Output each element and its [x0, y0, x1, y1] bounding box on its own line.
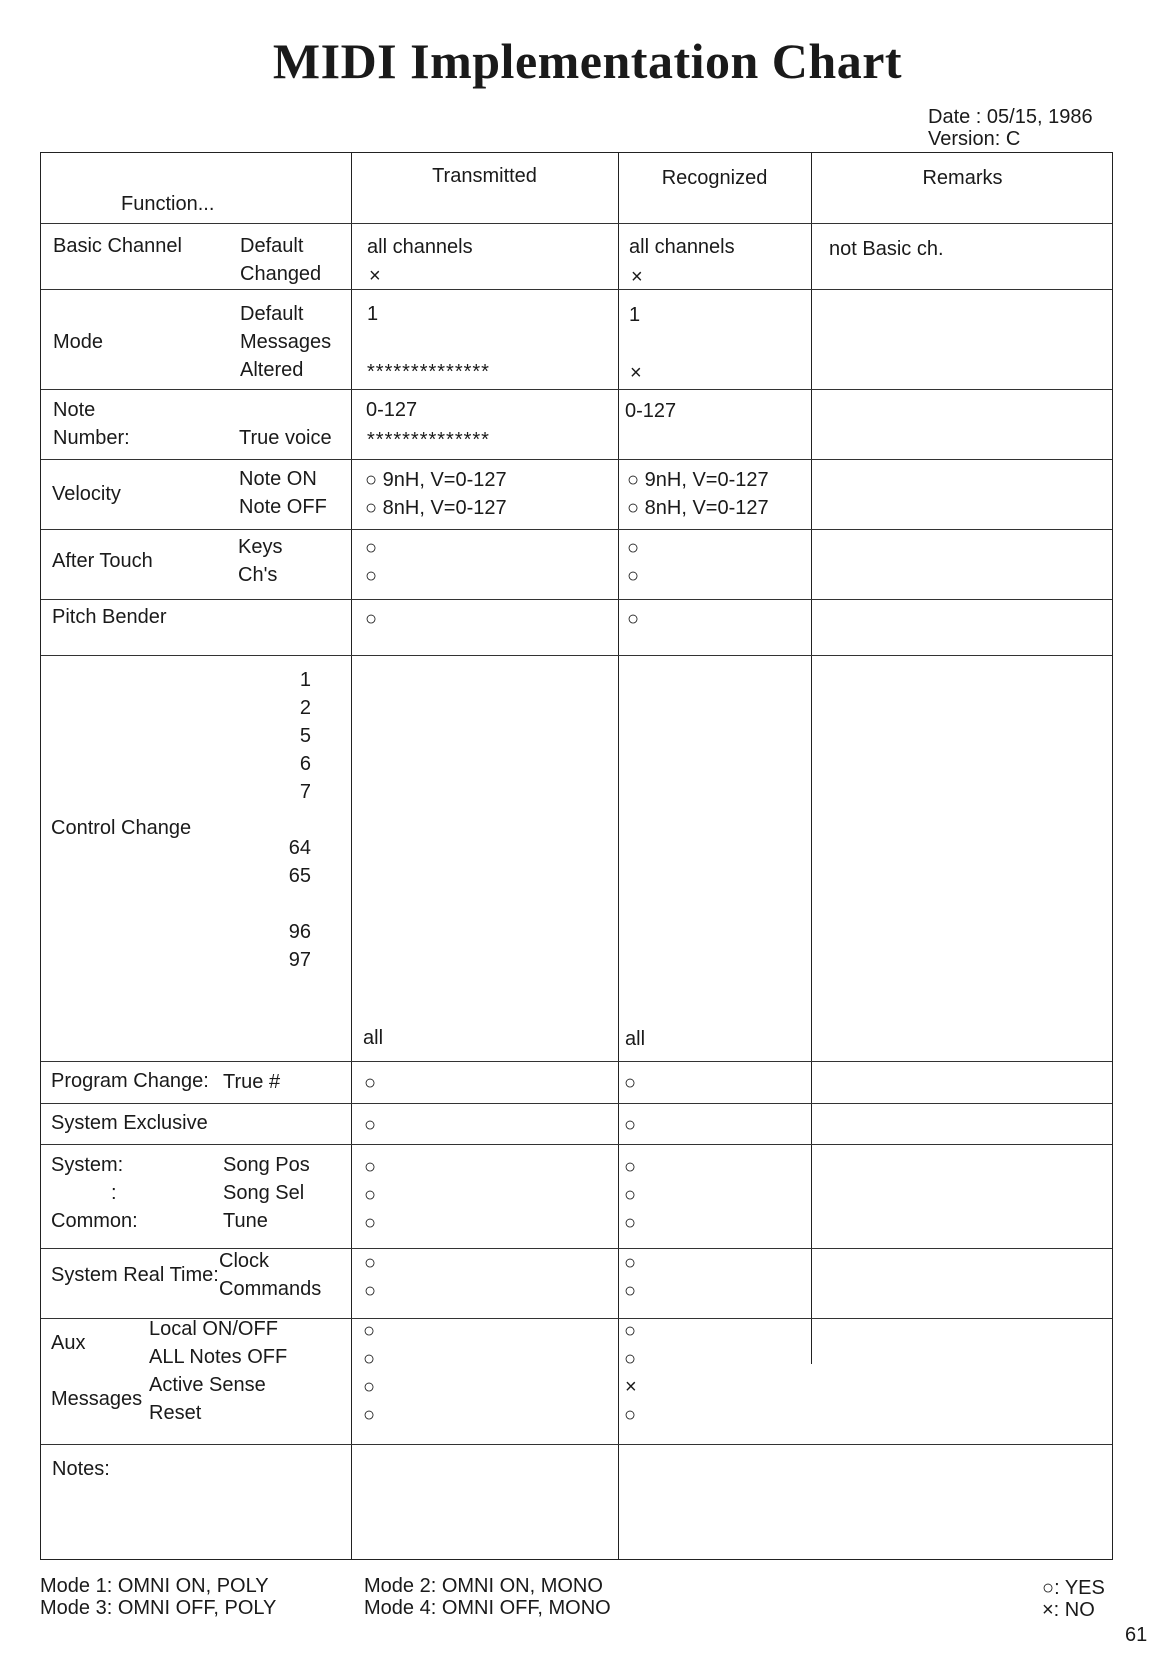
- system-real-time-tx: ○: [364, 1280, 377, 1302]
- date-label: Date : 05/15, 1986: [928, 106, 1093, 128]
- system-common-song-pos: Song Pos: [223, 1154, 310, 1176]
- pitch-bender-label: Pitch Bender: [52, 606, 167, 628]
- basic-channel-rx-default: all channels: [629, 236, 735, 258]
- system-common-rx: ○: [624, 1184, 637, 1206]
- system-exclusive-rx: ○: [624, 1114, 637, 1136]
- velocity-label: Velocity: [52, 483, 121, 505]
- note-number-rx-range: 0-127: [625, 400, 677, 422]
- mode-tx-altered: **************: [367, 361, 490, 383]
- legend-mode-4: Mode 4: OMNI OFF, MONO: [364, 1597, 611, 1619]
- after-touch-tx-chs: ○: [365, 565, 378, 587]
- aux-active-sense: Active Sense: [149, 1374, 266, 1396]
- note-number-tx-range: 0-127: [366, 399, 418, 421]
- after-touch-label: After Touch: [52, 550, 153, 572]
- basic-channel-rx-changed: ×: [631, 266, 643, 288]
- velocity-tx-note-on: ○ 9nH, V=0-127: [365, 469, 507, 491]
- page-number: 61: [1125, 1624, 1148, 1646]
- page-title: MIDI Implementation Chart: [272, 33, 903, 89]
- control-change-number: 7: [299, 781, 311, 803]
- system-real-time-tx: ○: [364, 1252, 377, 1274]
- legend-mode-3: Mode 3: OMNI OFF, POLY: [40, 1597, 277, 1619]
- row-divider: [41, 1103, 1112, 1104]
- after-touch-keys: Keys: [238, 536, 283, 558]
- legend-no: ×: NO: [1042, 1599, 1095, 1621]
- row-divider: [41, 1061, 1112, 1062]
- velocity-tx-note-off: ○ 8nH, V=0-127: [365, 497, 507, 519]
- program-change-label: Program Change:: [51, 1070, 209, 1092]
- mode-tx-default: 1: [367, 303, 379, 325]
- row-divider: [41, 289, 1112, 290]
- column-divider: [811, 153, 812, 1364]
- system-common-rx: ○: [624, 1212, 637, 1234]
- row-divider: [41, 459, 1112, 460]
- basic-channel-tx-default: all channels: [367, 236, 473, 258]
- aux-rx: ○: [624, 1404, 637, 1426]
- header-function: Function...: [121, 193, 215, 215]
- velocity-rx-note-off: ○ 8nH, V=0-127: [627, 497, 769, 519]
- aux-all-notes-off: ALL Notes OFF: [149, 1346, 288, 1368]
- column-divider: [351, 153, 352, 1559]
- control-change-number: 96: [288, 921, 311, 943]
- row-divider: [41, 1444, 1112, 1445]
- control-change-rx: all: [625, 1028, 646, 1050]
- pitch-bender-rx: ○: [627, 608, 640, 630]
- aux-rx: ×: [625, 1376, 637, 1398]
- notes-label: Notes:: [52, 1458, 110, 1480]
- system-real-time-rx: ○: [624, 1252, 637, 1274]
- header-transmitted: Transmitted: [432, 165, 537, 187]
- system-real-time-commands: Commands: [219, 1278, 322, 1300]
- control-change-number: 6: [299, 753, 311, 775]
- control-change-label: Control Change: [51, 817, 192, 839]
- aux-rx: ○: [624, 1348, 637, 1370]
- basic-channel-label: Basic Channel: [53, 235, 182, 257]
- system-common-label-line2: Common:: [51, 1210, 138, 1232]
- control-change-number: 1: [299, 669, 311, 691]
- system-real-time-label: System Real Time:: [51, 1264, 219, 1286]
- aux-reset: Reset: [149, 1402, 202, 1424]
- after-touch-chs: Ch's: [238, 564, 278, 586]
- aux-tx: ○: [363, 1348, 376, 1370]
- system-common-tx: ○: [364, 1212, 377, 1234]
- system-common-tx: ○: [364, 1156, 377, 1178]
- program-change-tx: ○: [364, 1072, 377, 1094]
- aux-tx: ○: [363, 1404, 376, 1426]
- mode-messages: Messages: [240, 331, 332, 353]
- program-change-rx: ○: [624, 1072, 637, 1094]
- after-touch-rx-keys: ○: [627, 537, 640, 559]
- mode-altered: Altered: [240, 359, 304, 381]
- row-divider: [41, 1144, 1112, 1145]
- control-change-number: 65: [288, 865, 311, 887]
- note-number-label-line1: Note: [53, 399, 96, 421]
- mode-rx-altered: ×: [630, 362, 642, 384]
- system-common-rx: ○: [624, 1156, 637, 1178]
- column-divider: [618, 153, 619, 1559]
- system-common-label-colon: :: [111, 1182, 117, 1204]
- system-exclusive-tx: ○: [364, 1114, 377, 1136]
- note-number-true-voice: True voice: [239, 427, 332, 449]
- velocity-rx-note-on: ○ 9nH, V=0-127: [627, 469, 769, 491]
- control-change-tx: all: [363, 1027, 384, 1049]
- control-change-number: 2: [299, 697, 311, 719]
- mode-default: Default: [240, 303, 304, 325]
- row-divider: [41, 655, 1112, 656]
- system-real-time-clock: Clock: [219, 1250, 270, 1272]
- aux-rx: ○: [624, 1320, 637, 1342]
- basic-channel-default: Default: [240, 235, 304, 257]
- aux-messages-label: Messages: [51, 1388, 143, 1410]
- chart-meta: [928, 106, 1093, 150]
- basic-channel-changed: Changed: [240, 263, 322, 285]
- row-divider: [41, 1248, 1112, 1249]
- program-change-true: True #: [223, 1071, 281, 1093]
- aux-local-on-off: Local ON/OFF: [149, 1318, 278, 1340]
- system-real-time-rx: ○: [624, 1280, 637, 1302]
- velocity-note-on: Note ON: [239, 468, 317, 490]
- header-remarks: Remarks: [922, 167, 1003, 189]
- legend-mode-2: Mode 2: OMNI ON, MONO: [364, 1575, 603, 1597]
- legend-mode-1: Mode 1: OMNI ON, POLY: [40, 1575, 269, 1597]
- aux-tx: ○: [363, 1320, 376, 1342]
- mode-label: Mode: [53, 331, 104, 353]
- control-change-number: 97: [288, 949, 311, 971]
- note-number-label-line2: Number:: [53, 427, 130, 449]
- basic-channel-remarks: not Basic ch.: [829, 238, 944, 260]
- basic-channel-tx-changed: ×: [369, 265, 381, 287]
- note-number-tx-true-voice: **************: [367, 429, 490, 451]
- control-change-number: 5: [299, 725, 311, 747]
- after-touch-rx-chs: ○: [627, 565, 640, 587]
- system-common-tx: ○: [364, 1184, 377, 1206]
- system-common-label-line1: System:: [51, 1154, 124, 1176]
- system-common-song-sel: Song Sel: [223, 1182, 305, 1204]
- row-divider: [41, 529, 1112, 530]
- midi-implementation-table: [40, 152, 1113, 1560]
- velocity-note-off: Note OFF: [239, 496, 327, 518]
- row-divider: [41, 223, 1112, 224]
- aux-label: Aux: [51, 1332, 86, 1354]
- mode-rx-default: 1: [629, 304, 641, 326]
- row-divider: [41, 389, 1112, 390]
- after-touch-tx-keys: ○: [365, 537, 378, 559]
- system-exclusive-label: System Exclusive: [51, 1112, 208, 1134]
- aux-tx: ○: [363, 1376, 376, 1398]
- legend-yes: ○: YES: [1042, 1577, 1105, 1599]
- row-divider: [41, 599, 1112, 600]
- header-recognized: Recognized: [661, 167, 768, 189]
- version-label: Version: C: [928, 128, 1021, 150]
- control-change-number: 64: [288, 837, 311, 859]
- system-common-tune: Tune: [223, 1210, 268, 1232]
- pitch-bender-tx: ○: [365, 608, 378, 630]
